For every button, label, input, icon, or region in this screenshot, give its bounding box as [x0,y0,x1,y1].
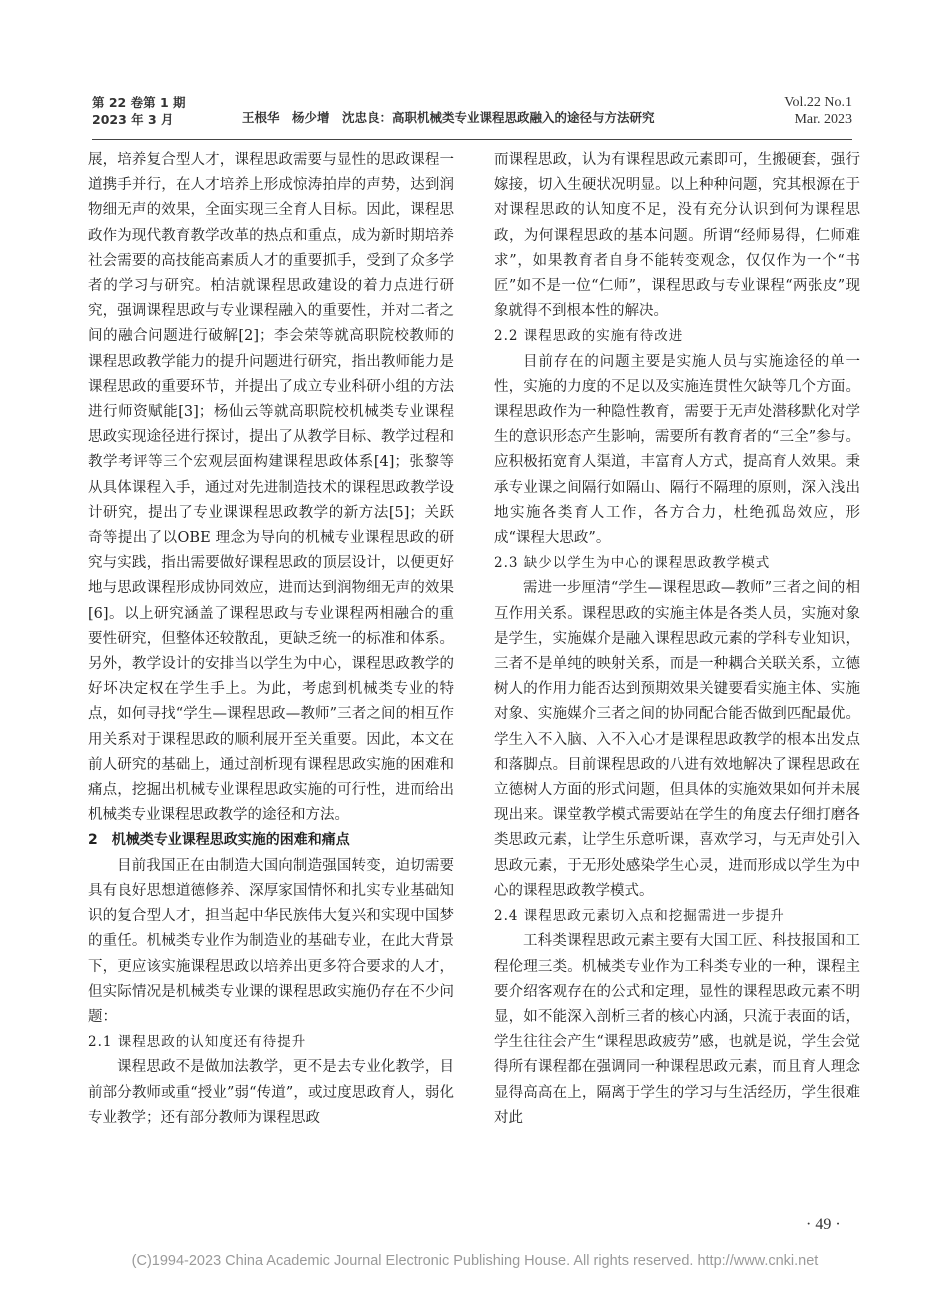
subsection-2-3-heading: 2.3 缺少以学生为中心的课程思政教学模式 [494,555,771,572]
header-divider [92,139,852,140]
date-cn: 2023 年 3 月 [92,112,174,127]
right-paragraph-1: 而课程思政，认为有课程思政元素即可，生搬硬套，强行嫁接，切入生硬状况明显。以上种种问题，究其根源在于对课程思政的认知度不足，没有充分认识到何为课程思政，为何课程思政的基本问题。所谓“经师易得，仁师难求”，如果教育者自身不能转变观念，仅仅作为一个“书匠”如不是一位“仁师”，课程思政与专业课程“两张皮”现象就得不到根本性的解决。 [494,152,860,320]
left-paragraph-2: 目前我国正在由制造大国向制造强国转变，迫切需要具有良好思想道德修养、深厚家国情怀和扎实专业基础知识的复合型人才，担当起中华民族伟大复兴和实现中国梦的重任。机械类专业作为制造业的基础专业，在此大背景下，更应该实施课程思政以培养出更多符合要求的人才，但实际情况是机械类专业课的课程思政实施仍存在不少问题： [88,857,454,1025]
subsection-2-2-heading: 2.2 课程思政的实施有待改进 [494,328,684,345]
right-paragraph-3: 需进一步厘清“学生—课程思政—教师”三者之间的相互作用关系。课程思政的实施主体是各类人员，实施对象是学生，实施媒介是融入课程思政元素的学科专业知识，三者不是单纯的映射关系，而是一种耦合关联关系，立德树人的作用力能否达到预期效果关键要看实施主体、实施对象、实施媒介三者之间的协同配合能否做到匹配最优。学生入不入脑、入不入心才是课程思政教学的根本出发点和落脚点。目前课程思政的八进有效地解决了课程思政在立德树人方面的形式问题，但具体的实施效果如何并未展现出来。课堂教学模式需要站在学生的角度去仔细打磨各类思政元素，让学生乐意听课，喜欢学习，与无声处引入思政元素，于无形处感染学生心灵，进而形成以学生为中心的课程思政教学模式。 [494,580,860,899]
copyright-footer: (C)1994-2023 China Academic Journal Electronic Publishing House. All rights reserved. http://www.cnki.net [131,1253,819,1269]
left-paragraph-1: 展，培养复合型人才，课程思政需要与显性的思政课程一道携手并行，在人才培养上形成惊涛拍岸的声势，达到润物细无声的效果，全面实现三全育人目标。因此，课程思政作为现代教育教学改革的热点和重点，成为新时期培养社会需要的高技能高素质人才的重要抓手，受到了众多学者的学习与研究。柏洁就课程思政建设的着力点进行研究，强调课程思政与专业课程融入的重要性，并对二者之间的融合问题进行破解[2]；李会荣等就高职院校教师的课程思政教学能力的提升问题进行研究，指出教师能力是课程思政的重要环节，并提出了成立专业科研小组的方法进行师资赋能[3]；杨仙云等就高职院校机械类专业课程思政实现途径进行探讨，提出了从教学目标、教学过程和教学考评等三个宏观层面构建课程思政体系[4]；张黎等从具体课程入手，通过对先进制造技术的课程思政教学设计研究，提出了专业课课程思政教学的新方法[5]；关跃奇等提出了以OBE 理念为导向的机械专业课程思政的研究与实践，指出需要做好课程思政的顶层设计，以便更好地与思政课程形成协同效应，进而达到润物细无声的效果[6]。以上研究涵盖了课程思政与专业课程两相融合的重要性研究，但整体还较散乱，更缺乏统一的标准和体系。另外，教学设计的安排当以学生为中心，课程思政教学的好坏决定权在学生手上。为此，考虑到机械类专业的特点，如何寻找“学生—课程思政—教师”三者之间的相互作用关系对于课程思政的顺利展开至关重要。因此，本文在前人研究的基础上，通过剖析现有课程思政实施的困难和痛点，挖掘出机械专业课程思政实施的可行性，进而给出机械类专业课程思政教学的途径和方法。 [88,152,454,824]
header-left [92,94,186,128]
page-number: · 49 · [806,1216,841,1233]
volume-issue-cn: 第 22 卷第 1 期 [92,95,186,110]
date-en: Mar. 2023 [794,112,852,127]
subsection-2-1-heading: 2.1 课程思政的认知度还有待提升 [88,1034,307,1051]
authors-and-title: 王根华 杨少增 沈忠良：高职机械类专业课程思政融入的途径与方法研究 [242,110,655,125]
section-2-heading: 2 机械类专业课程思政实施的困难和痛点 [88,832,350,849]
running-header [92,94,852,132]
subsection-2-4-heading: 2.4 课程思政元素切入点和挖掘需进一步提升 [494,908,785,925]
volume-issue-en: Vol.22 No.1 [784,95,852,110]
left-paragraph-3: 课程思政不是做加法教学，更不是去专业化教学，目前部分教师或重“授业”弱“传道”，或过度思政育人，弱化专业教学；还有部分教师为课程思政 [88,1059,454,1126]
right-paragraph-2: 目前存在的问题主要是实施人员与实施途径的单一性，实施的力度的不足以及实施连贯性欠缺等几个方面。课程思政作为一种隐性教育，需要于无声处潜移默化对学生的意识形态产生影响，需要所有教育者的“三全”参与。应积极拓宽育人渠道，丰富育人方式，提高育人效果。秉承专业课之间隔行如隔山、隔行不隔理的原则，深入浅出地实施各类育人工作，各方合力，杜绝孤岛效应，形成“课程大思政”。 [494,353,860,547]
left-column [88,148,454,1131]
right-paragraph-4: 工科类课程思政元素主要有大国工匠、科技报国和工程伦理三类。机械类专业作为工科类专业的一种，课程主要介绍客观存在的公式和定理，显性的课程思政元素不明显，如不能深入剖析三者的核心内涵，只流于表面的话，学生往往会产生“课程思政疲劳”感，也就是说，学生会觉得所有课程都在强调同一种课程思政元素，而且育人理念显得高高在上，隔离于学生的学习与生活经历，学生很难对此 [494,933,860,1126]
header-right [784,94,852,128]
right-column [494,148,860,1131]
